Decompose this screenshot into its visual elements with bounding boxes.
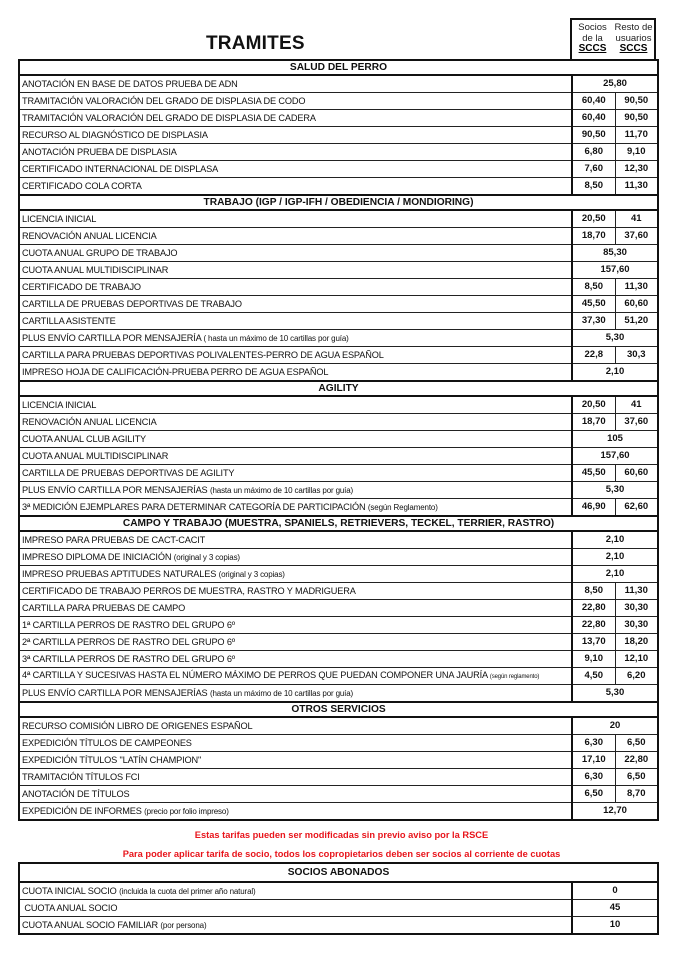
price-value: 45 <box>572 900 658 917</box>
price-resto: 41 <box>615 396 658 414</box>
row-note: (incluida la cuota del primer año natural) <box>119 886 256 896</box>
row-label-cell <box>19 228 572 245</box>
row-label: CUOTA ANUAL GRUPO DE TRABAJO <box>22 248 178 258</box>
price-resto: 12,10 <box>615 651 658 668</box>
row-label-cell <box>19 431 572 448</box>
row-label: CUOTA INICIAL SOCIO <box>22 885 117 896</box>
table-row <box>19 75 658 93</box>
section-heading: OTROS SERVICIOS <box>19 702 658 717</box>
row-label-cell <box>19 144 572 161</box>
price-socios: 6,50 <box>572 786 615 803</box>
price-resto: 37,60 <box>615 414 658 431</box>
row-label-cell <box>19 210 572 228</box>
price-resto: 6,20 <box>615 668 658 685</box>
price-socios: 18,70 <box>572 228 615 245</box>
row-label-cell <box>19 617 572 634</box>
tramites-table <box>18 59 659 821</box>
row-label-cell <box>19 313 572 330</box>
row-label: ANOTACIÓN EN BASE DE DATOS PRUEBA DE ADN <box>22 79 238 89</box>
price-socios: 13,70 <box>572 634 615 651</box>
price-socios: 6,80 <box>572 144 615 161</box>
row-note: (por persona) <box>160 920 207 930</box>
section-heading: TRABAJO (IGP / IGP-IFH / OBEDIENCIA / MONDIORING) <box>19 195 658 210</box>
row-label-cell <box>19 127 572 144</box>
price-socios: 17,10 <box>572 752 615 769</box>
table-row <box>19 431 658 448</box>
section-heading: AGILITY <box>19 381 658 396</box>
price-socios: 22,80 <box>572 600 615 617</box>
table-row <box>19 161 658 178</box>
row-label: CARTILLA ASISTENTE <box>22 316 116 326</box>
row-label: TRAMITACIÓN TÍTULOS FCI <box>22 772 140 782</box>
table-row <box>19 499 658 517</box>
row-label-cell <box>19 161 572 178</box>
price-socios: 46,90 <box>572 499 615 517</box>
table-row <box>19 279 658 296</box>
row-label-cell <box>19 900 572 917</box>
row-label-cell <box>19 769 572 786</box>
row-label-cell <box>19 735 572 752</box>
row-label-cell <box>19 583 572 600</box>
row-label-cell <box>19 296 572 313</box>
price-shared: 5,30 <box>572 330 658 347</box>
row-label: LICENCIA INICIAL <box>22 400 97 410</box>
column-header-resto-line3: SCCS <box>619 43 648 54</box>
row-label-cell <box>19 178 572 196</box>
price-resto: 51,20 <box>615 313 658 330</box>
row-label-cell <box>19 465 572 482</box>
row-label: CUOTA ANUAL MULTIDISCIPLINAR <box>22 265 169 275</box>
row-label-cell <box>19 396 572 414</box>
price-socios: 45,50 <box>572 296 615 313</box>
row-label: RENOVACIÓN ANUAL LICENCIA <box>22 231 157 241</box>
table-row <box>19 262 658 279</box>
price-socios: 7,60 <box>572 161 615 178</box>
price-socios: 60,40 <box>572 93 615 110</box>
row-label-cell <box>19 279 572 296</box>
row-label: CUOTA ANUAL SOCIO <box>22 903 118 913</box>
table-row <box>19 717 658 735</box>
table-row <box>19 127 658 144</box>
price-resto: 8,70 <box>615 786 658 803</box>
table-row <box>19 465 658 482</box>
price-socios: 8,50 <box>572 583 615 600</box>
table-row <box>19 882 658 900</box>
table-row <box>19 228 658 245</box>
table-row <box>19 549 658 566</box>
row-label-cell <box>19 600 572 617</box>
price-resto: 41 <box>615 210 658 228</box>
row-note: (precio por folio impreso) <box>144 806 229 816</box>
section-heading-row <box>19 195 658 210</box>
table-row <box>19 396 658 414</box>
row-label: PLUS ENVÍO CARTILLA POR MENSAJERÍAS <box>22 484 208 495</box>
price-shared: 2,10 <box>572 566 658 583</box>
price-socios: 90,50 <box>572 127 615 144</box>
table-row <box>19 566 658 583</box>
column-header-socios-line1: Socios <box>578 22 607 33</box>
row-note: (hasta un máximo de 10 cartillas por guía) <box>209 688 354 698</box>
table-row <box>19 600 658 617</box>
table-row <box>19 210 658 228</box>
row-label-cell <box>19 651 572 668</box>
tramites-table-body <box>19 60 658 820</box>
price-resto: 11,30 <box>615 583 658 600</box>
section-heading: SALUD DEL PERRO <box>19 60 658 75</box>
table-row <box>19 786 658 803</box>
price-socios: 60,40 <box>572 110 615 127</box>
row-note: (original y 3 copias) <box>218 569 285 579</box>
row-label: TRAMITACIÓN VALORACIÓN DEL GRADO DE DISPLASIA DE CODO <box>22 96 306 106</box>
section-heading: SOCIOS ABONADOS <box>19 863 658 882</box>
column-header-socios-line2: de la <box>582 33 603 44</box>
price-socios: 4,50 <box>572 668 615 685</box>
row-label-cell <box>19 717 572 735</box>
row-label: EXPEDICIÓN DE INFORMES <box>22 805 142 816</box>
column-header-resto <box>613 20 654 60</box>
price-socios: 20,50 <box>572 210 615 228</box>
column-header-resto-line2: usuarios <box>615 33 652 44</box>
column-header-socios <box>572 20 613 60</box>
section-heading-row <box>19 516 658 531</box>
price-shared: 2,10 <box>572 531 658 549</box>
row-label: PLUS ENVÍO CARTILLA POR MENSAJERÍAS <box>22 687 208 698</box>
section-heading: CAMPO Y TRABAJO (MUESTRA, SPANIELS, RETRIEVERS, TECKEL, TERRIER, RASTRO) <box>19 516 658 531</box>
price-resto: 60,60 <box>615 465 658 482</box>
row-label: CUOTA ANUAL MULTIDISCIPLINAR <box>22 451 169 461</box>
price-resto: 62,60 <box>615 499 658 517</box>
table-row <box>19 752 658 769</box>
row-label-cell <box>19 110 572 127</box>
section-heading-row <box>19 60 658 75</box>
row-label-cell <box>19 634 572 651</box>
table-row <box>19 668 658 685</box>
price-resto: 11,30 <box>615 178 658 196</box>
price-shared: 2,10 <box>572 364 658 382</box>
price-resto: 12,30 <box>615 161 658 178</box>
price-resto: 9,10 <box>615 144 658 161</box>
row-label: CARTILLA PARA PRUEBAS DEPORTIVAS POLIVALENTES-PERRO DE AGUA ESPAÑOL <box>22 350 384 360</box>
price-resto: 6,50 <box>615 769 658 786</box>
price-value: 10 <box>572 917 658 935</box>
table-row <box>19 735 658 752</box>
table-row <box>19 93 658 110</box>
price-resto: 30,30 <box>615 617 658 634</box>
row-label-cell <box>19 414 572 431</box>
column-header-socios-line3: SCCS <box>578 43 607 54</box>
table-row <box>19 245 658 262</box>
row-label: RENOVACIÓN ANUAL LICENCIA <box>22 417 157 427</box>
row-label: IMPRESO HOJA DE CALIFICACIÓN-PRUEBA PERRO DE AGUA ESPAÑOL <box>22 367 329 377</box>
row-label: CARTILLA PARA PRUEBAS DE CAMPO <box>22 603 186 613</box>
row-note: (según reglamento) <box>489 674 540 680</box>
table-row <box>19 634 658 651</box>
row-label: TRAMITACIÓN VALORACIÓN DEL GRADO DE DISPLASIA DE CADERA <box>22 113 316 123</box>
row-label: 1ª CARTILLA PERROS DE RASTRO DEL GRUPO 6º <box>22 620 235 630</box>
table-row <box>19 144 658 161</box>
row-label-cell <box>19 75 572 93</box>
socios-abonados-table <box>18 862 659 935</box>
row-label-cell <box>19 482 572 499</box>
price-socios: 6,30 <box>572 769 615 786</box>
table-row <box>19 583 658 600</box>
row-note: (hasta un máximo de 10 cartillas por guía) <box>209 485 354 495</box>
table-row <box>19 448 658 465</box>
price-shared: 5,30 <box>572 685 658 703</box>
table-row <box>19 110 658 127</box>
section-heading-row <box>19 381 658 396</box>
row-label-cell <box>19 803 572 821</box>
price-value: 0 <box>572 882 658 900</box>
price-resto: 22,80 <box>615 752 658 769</box>
price-resto: 6,50 <box>615 735 658 752</box>
table-row <box>19 296 658 313</box>
price-socios: 45,50 <box>572 465 615 482</box>
row-note: (original y 3 copias) <box>173 552 240 562</box>
row-label-cell <box>19 262 572 279</box>
section-heading-row <box>19 702 658 717</box>
price-resto: 30,3 <box>615 347 658 364</box>
socios-abonados-table-body <box>19 863 658 934</box>
row-label: 3ª CARTILLA PERROS DE RASTRO DEL GRUPO 6º <box>22 654 235 664</box>
row-label: CERTIFICADO COLA CORTA <box>22 181 142 191</box>
notice-tariffs: Estas tarifas pueden ser modificadas sin previo aviso por la RSCE <box>194 830 489 840</box>
price-socios: 22,80 <box>572 617 615 634</box>
price-resto: 18,20 <box>615 634 658 651</box>
row-label: IMPRESO PRUEBAS APTITUDES NATURALES <box>22 568 217 579</box>
row-label-cell <box>19 668 572 685</box>
row-label-cell <box>19 752 572 769</box>
row-label-cell <box>19 448 572 465</box>
table-row <box>19 178 658 196</box>
row-label-cell <box>19 531 572 549</box>
row-label: CARTILLA DE PRUEBAS DEPORTIVAS DE AGILITY <box>22 468 235 478</box>
table-row <box>19 482 658 499</box>
price-socios: 37,30 <box>572 313 615 330</box>
table-row <box>19 651 658 668</box>
row-label: CERTIFICADO DE TRABAJO PERROS DE MUESTRA, RASTRO Y MADRIGUERA <box>22 586 356 596</box>
price-socios: 18,70 <box>572 414 615 431</box>
row-label: PLUS ENVÍO CARTILLA POR MENSAJERÍA <box>22 332 202 343</box>
row-label-cell <box>19 93 572 110</box>
row-label: 4ª CARTILLA Y SUCESIVAS HASTA EL NÚMERO MÁXIMO DE PERROS QUE PUEDAN COMPONER UNA JAURÍA <box>22 670 488 680</box>
column-headers <box>570 18 656 60</box>
table-row <box>19 330 658 347</box>
table-row <box>19 917 658 935</box>
row-label: CUOTA ANUAL CLUB AGILITY <box>22 434 147 444</box>
table-row <box>19 617 658 634</box>
row-label-cell <box>19 347 572 364</box>
row-label-cell <box>19 499 572 517</box>
table-row <box>19 364 658 382</box>
row-label-cell <box>19 566 572 583</box>
row-label: CARTILLA DE PRUEBAS DEPORTIVAS DE TRABAJO <box>22 299 242 309</box>
row-label-cell <box>19 245 572 262</box>
price-shared: 2,10 <box>572 549 658 566</box>
row-label: RECURSO COMISIÓN LIBRO DE ORIGENES ESPAÑOL <box>22 721 253 731</box>
table-row <box>19 414 658 431</box>
row-label: EXPEDICIÓN TÍTULOS "LATÍN CHAMPION" <box>22 755 202 765</box>
price-shared: 20 <box>572 717 658 735</box>
row-label-cell <box>19 549 572 566</box>
table-row <box>19 347 658 364</box>
notice-copropietarios: Para poder aplicar tarifa de socio, todos los copropietarios deben ser socios al corriente de cuotas <box>122 849 561 859</box>
price-shared: 105 <box>572 431 658 448</box>
row-note: ( hasta un máximo de 10 cartillas por guía) <box>203 333 349 343</box>
price-resto: 11,70 <box>615 127 658 144</box>
table-row <box>19 531 658 549</box>
row-label: IMPRESO PARA PRUEBAS DE CACT-CACIT <box>22 535 206 545</box>
row-label: CUOTA ANUAL SOCIO FAMILIAR <box>22 919 158 930</box>
row-label: RECURSO AL DIAGNÓSTICO DE DISPLASIA <box>22 130 208 140</box>
row-label-cell <box>19 330 572 347</box>
table-row <box>19 769 658 786</box>
row-note: (según Reglamento) <box>367 502 438 512</box>
row-label: CERTIFICADO INTERNACIONAL DE DISPLASA <box>22 164 219 174</box>
row-label-cell <box>19 882 572 900</box>
price-shared: 157,60 <box>572 448 658 465</box>
price-resto: 30,30 <box>615 600 658 617</box>
price-socios: 8,50 <box>572 178 615 196</box>
price-shared: 5,30 <box>572 482 658 499</box>
row-label: 3ª MEDICIÓN EJEMPLARES PARA DETERMINAR CATEGORÍA DE PARTICIPACIÓN <box>22 501 366 512</box>
price-socios: 22,8 <box>572 347 615 364</box>
price-socios: 20,50 <box>572 396 615 414</box>
price-socios: 9,10 <box>572 651 615 668</box>
row-label: ANOTACIÓN DE TÍTULOS <box>22 789 130 799</box>
row-label: CERTIFICADO DE TRABAJO <box>22 282 141 292</box>
row-label: IMPRESO DIPLOMA DE INICIACIÓN <box>22 551 172 562</box>
section-heading-row <box>19 863 658 882</box>
table-row <box>19 900 658 917</box>
row-label-cell <box>19 685 572 703</box>
price-resto: 11,30 <box>615 279 658 296</box>
price-resto: 37,60 <box>615 228 658 245</box>
price-resto: 90,50 <box>615 93 658 110</box>
price-shared: 12,70 <box>572 803 658 821</box>
column-header-resto-line1: Resto de <box>614 22 653 33</box>
row-label: EXPEDICIÓN TÍTULOS DE CAMPEONES <box>22 738 192 748</box>
price-socios: 6,30 <box>572 735 615 752</box>
price-shared: 85,30 <box>572 245 658 262</box>
row-label-cell <box>19 917 572 935</box>
row-label-cell <box>19 364 572 382</box>
price-resto: 60,60 <box>615 296 658 313</box>
row-label: LICENCIA INICIAL <box>22 214 97 224</box>
row-label: 2ª CARTILLA PERROS DE RASTRO DEL GRUPO 6º <box>22 637 235 647</box>
page-title: TRAMITES <box>206 33 305 54</box>
table-row <box>19 803 658 821</box>
price-resto: 90,50 <box>615 110 658 127</box>
table-row <box>19 313 658 330</box>
price-shared: 25,80 <box>572 75 658 93</box>
row-label-cell <box>19 786 572 803</box>
price-socios: 8,50 <box>572 279 615 296</box>
row-label: ANOTACIÓN PRUEBA DE DISPLASIA <box>22 147 177 157</box>
price-shared: 157,60 <box>572 262 658 279</box>
table-row <box>19 685 658 703</box>
